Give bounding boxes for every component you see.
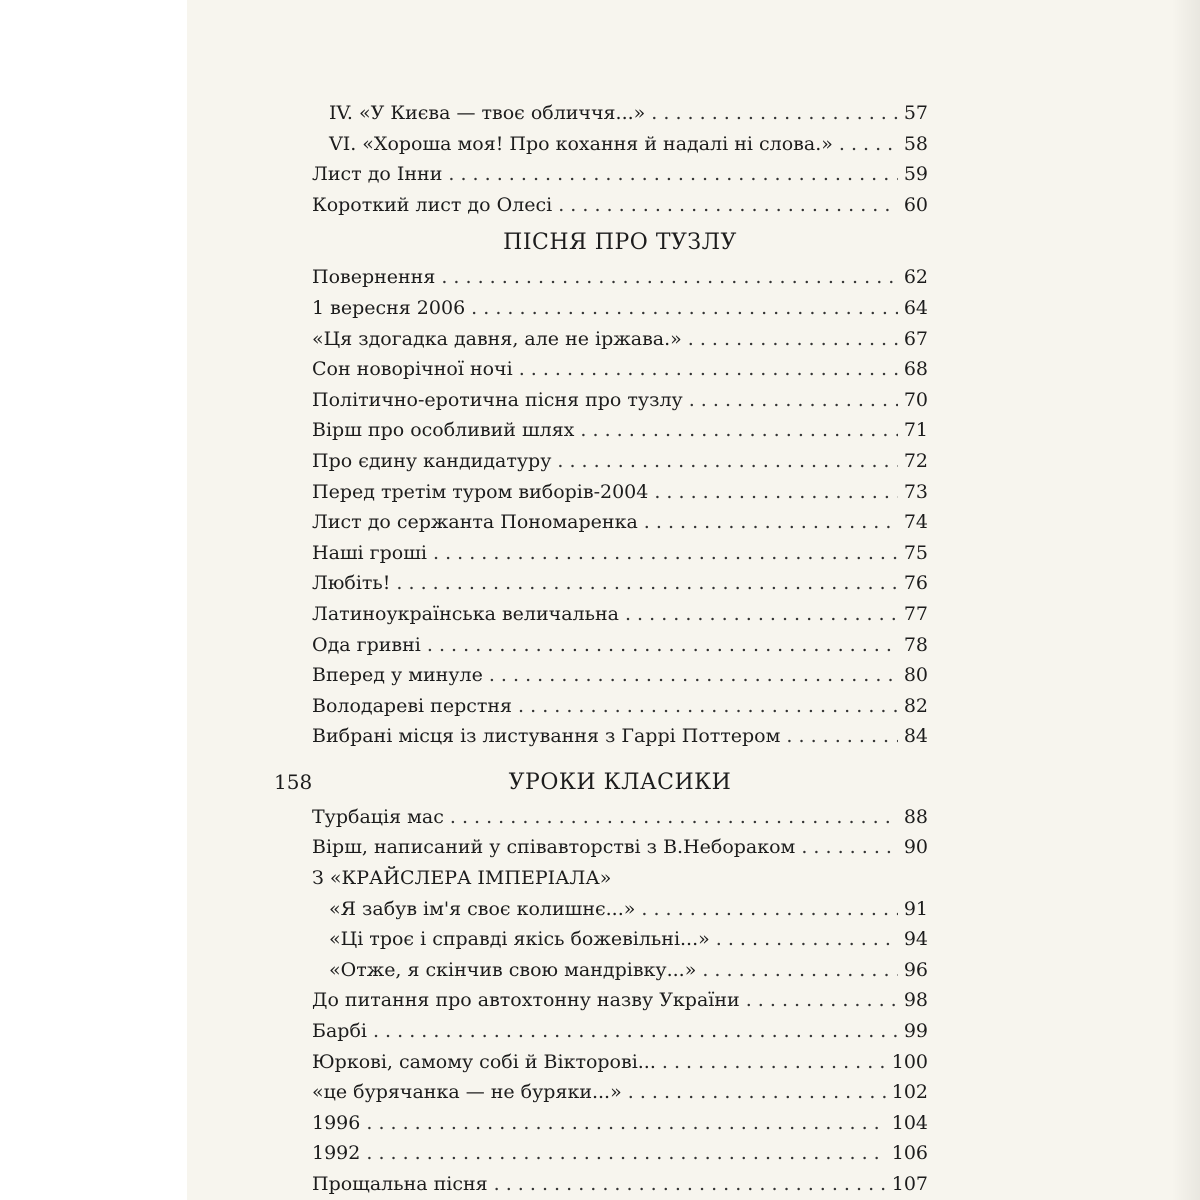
entry-title: Короткий лист до Олесі [312, 193, 553, 216]
entry-page-number: 76 [903, 572, 928, 595]
toc-entry [312, 630, 928, 661]
toc-entry [312, 568, 928, 599]
entry-title: Володареві перстня [312, 694, 513, 717]
entry-page-number: 91 [903, 897, 928, 920]
toc-subentry [312, 924, 928, 955]
toc-subentry [312, 129, 928, 160]
toc-entry [312, 324, 928, 355]
page-number: 158 [274, 770, 313, 794]
dot-leader [716, 924, 898, 955]
entry-page-number: 88 [903, 805, 928, 828]
entry-title: Любіть! [312, 572, 391, 595]
entry-title: Вперед у минуле [312, 664, 483, 687]
dot-leader [366, 1138, 885, 1169]
toc-entry [312, 985, 928, 1016]
entry-page-number: 90 [903, 836, 928, 859]
entry-page-number: 99 [903, 1020, 928, 1043]
entry-title: До питання про автохтонну назву України [312, 989, 740, 1012]
entry-page-number: 100 [891, 1050, 928, 1073]
toc-entries-tuzla [312, 262, 928, 752]
entry-page-number: 80 [903, 664, 928, 687]
table-of-contents [312, 98, 928, 1200]
toc-entry [312, 354, 928, 385]
entry-page-number: 78 [903, 633, 928, 656]
entry-page-number: 106 [891, 1142, 928, 1165]
entry-page-number: 104 [891, 1111, 928, 1134]
dot-leader [641, 894, 897, 925]
toc-entries-top [312, 98, 928, 220]
entry-title: Політично-еротична пісня про тузлу [312, 388, 683, 411]
entry-page-number: 73 [903, 480, 928, 503]
entry-page-number: 77 [903, 602, 928, 625]
entry-page-number: 60 [903, 193, 928, 216]
toc-entry [312, 415, 928, 446]
entry-title: Повернення [312, 266, 436, 289]
toc-entry [312, 477, 928, 508]
dot-leader [494, 1169, 886, 1200]
toc-entry [312, 1108, 928, 1139]
toc-entry [312, 190, 928, 221]
dot-leader [628, 1077, 886, 1108]
entry-title: IV. «У Києва — твоє обличчя...» [329, 102, 646, 124]
toc-entry [312, 1077, 928, 1108]
entry-page-number: 84 [903, 725, 928, 748]
entry-title: «Ці троє і справді якісь божевільні...» [329, 928, 710, 951]
entry-page-number: 58 [903, 132, 928, 155]
entry-title: 1996 [312, 1111, 361, 1134]
entry-page-number: 107 [891, 1173, 928, 1195]
entry-title: Лист до сержанта Пономаренка [312, 511, 638, 534]
toc-entry [312, 1169, 928, 1200]
entry-title: Наші гроші [312, 541, 427, 564]
entry-page-number: 96 [903, 958, 928, 981]
toc-entry [312, 507, 928, 538]
dot-leader [558, 190, 898, 221]
dot-leader [644, 507, 898, 538]
entry-title: Вірш про особливий шлях [312, 419, 575, 442]
entry-page-number: 75 [903, 541, 928, 564]
entry-title: VI. «Хороша моя! Про кохання й надалі ні слова.» [329, 132, 833, 155]
dot-leader [489, 660, 898, 691]
toc-subentry [312, 894, 928, 925]
dot-leader [688, 324, 898, 355]
entry-title: Сон новорічної ночі [312, 358, 513, 381]
toc-entry [312, 446, 928, 477]
entry-page-number: 74 [903, 511, 928, 534]
toc-entry [312, 599, 928, 630]
entry-page-number: 62 [903, 266, 928, 289]
toc-entry [312, 159, 928, 190]
entry-title: Барбі [312, 1020, 367, 1043]
entry-title: «Ця здогадка давня, але не іржава.» [312, 327, 682, 350]
toc-entry [312, 721, 928, 752]
dot-leader [786, 721, 897, 752]
entry-title: «це бурячанка — не буряки...» [312, 1081, 622, 1104]
dot-leader [450, 802, 898, 833]
toc-entry [312, 863, 928, 894]
entry-page-number: 71 [903, 419, 928, 442]
entry-page-number: 64 [903, 296, 928, 319]
entry-title: Прощальна пісня [312, 1173, 488, 1195]
toc-entry [312, 1138, 928, 1169]
entry-page-number: 68 [903, 358, 928, 381]
entry-title: Юркові, самому собі й Вікторові... [312, 1050, 656, 1073]
entry-page-number: 67 [903, 327, 928, 350]
page-spine-shadow [1172, 0, 1200, 1200]
dot-leader [839, 129, 898, 160]
dot-leader [580, 415, 897, 446]
dot-leader [651, 98, 898, 129]
section-heading-classics: УРОКИ КЛАСИКИ [508, 769, 732, 795]
entry-title: 1992 [312, 1142, 361, 1165]
entry-title: 1 вересня 2006 [312, 296, 466, 319]
dot-leader [702, 955, 897, 986]
entry-page-number: 57 [903, 102, 928, 124]
dot-leader [801, 832, 897, 863]
toc-entry [312, 1047, 928, 1078]
entry-title: Вибрані місця із листування з Гаррі Поттером [312, 725, 781, 748]
entry-title: Турбація мас [312, 805, 444, 828]
dot-leader [654, 477, 897, 508]
entry-title: Ода гривні [312, 633, 421, 656]
entry-page-number: 98 [903, 989, 928, 1012]
dot-leader [373, 1016, 898, 1047]
dot-leader [396, 568, 897, 599]
dot-leader [427, 630, 898, 661]
entry-page-number: 59 [903, 163, 928, 186]
entry-title: З «КРАЙСЛЕРА ІМПЕРІАЛА» [312, 867, 612, 890]
dot-leader [519, 354, 898, 385]
toc-entry [312, 538, 928, 569]
toc-entry [312, 691, 928, 722]
entry-page-number: 82 [903, 694, 928, 717]
entry-page-number: 94 [903, 928, 928, 951]
toc-subentry [312, 955, 928, 986]
entry-title: Про єдину кандидатуру [312, 449, 552, 472]
entry-title: «Я забув ім'я своє колишнє...» [329, 897, 636, 920]
entry-title: Перед третім туром виборів-2004 [312, 480, 649, 503]
entry-title: «Отже, я скінчив свою мандрівку...» [329, 958, 697, 981]
dot-leader [662, 1047, 886, 1078]
dot-leader [689, 385, 898, 416]
toc-subentry [312, 98, 928, 129]
dot-leader [441, 262, 897, 293]
entry-title: Вірш, написаний у співавторстві з В.Небораком [312, 836, 796, 859]
section-heading-tuzla: ПІСНЯ ПРО ТУЗЛУ [503, 230, 737, 256]
toc-entry [312, 385, 928, 416]
entry-title: Латиноукраїнська величальна [312, 602, 619, 625]
toc-entry [312, 293, 928, 324]
dot-leader [557, 446, 897, 477]
dot-leader [448, 159, 897, 190]
dot-leader [518, 691, 898, 722]
entry-page-number: 72 [903, 449, 928, 472]
toc-entry [312, 1016, 928, 1047]
entry-page-number: 70 [903, 388, 928, 411]
toc-entry [312, 262, 928, 293]
toc-entry [312, 802, 928, 833]
entry-page-number: 102 [891, 1081, 928, 1104]
dot-leader [471, 293, 898, 324]
toc-entries-classics [312, 802, 928, 1200]
dot-leader [433, 538, 898, 569]
toc-entry [312, 660, 928, 691]
entry-title: Лист до Інни [312, 163, 443, 186]
dot-leader [746, 985, 898, 1016]
toc-entry [312, 832, 928, 863]
dot-leader [366, 1108, 885, 1139]
dot-leader [625, 599, 898, 630]
